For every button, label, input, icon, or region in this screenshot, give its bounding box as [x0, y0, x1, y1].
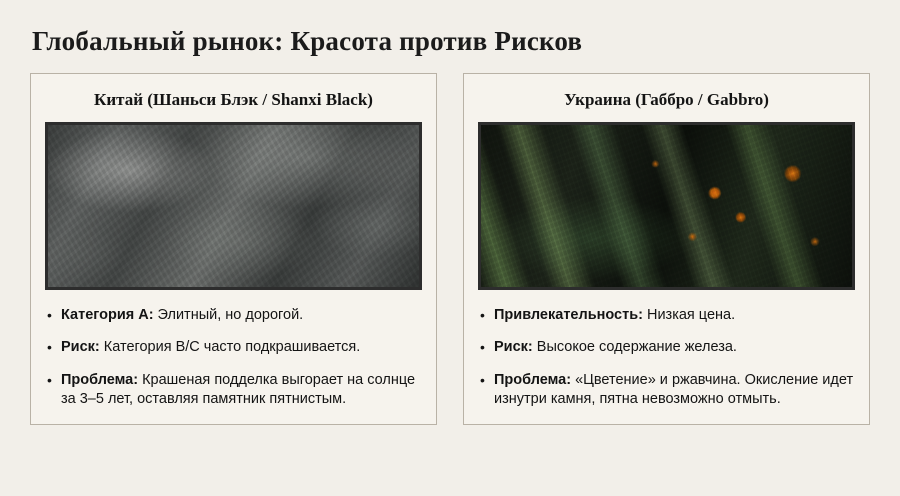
- bullet-text: Низкая цена.: [642, 307, 736, 323]
- list-item: [478, 371, 855, 410]
- panel-ukraine-bullets: [478, 306, 855, 410]
- bullet-label: Привлекательность:: [494, 307, 643, 323]
- panel-columns: [30, 73, 870, 425]
- list-item: [478, 338, 855, 357]
- bullet-text: Крашеная подделка выгорает на солнце за 3–5 лет, оставляя памятник пятнистым.: [61, 371, 416, 408]
- list-item: [478, 306, 855, 325]
- panel-ukraine: [463, 73, 870, 425]
- panel-china: [30, 73, 437, 425]
- panel-ukraine-title: Украина (Габбро / Gabbro): [564, 90, 769, 109]
- list-item: [45, 338, 422, 357]
- shanxi-black-granite-image: [45, 122, 422, 290]
- panel-china-title: Китай (Шаньси Блэк / Shanxi Black): [94, 90, 373, 109]
- bullet-text: Высокое содержание железа.: [532, 339, 737, 356]
- bullet-label: Категория А:: [61, 307, 154, 323]
- panel-china-bullets: [45, 306, 422, 410]
- bullet-text: «Цветение» и ржавчина. Окисление идет изнутри камня, пятна невозможно отмыть.: [494, 371, 854, 408]
- bullet-text: Элитный, но дорогой.: [153, 307, 304, 323]
- gabbro-granite-image: [478, 122, 855, 290]
- list-item: [45, 371, 422, 410]
- bullet-text: Категория B/C часто подкрашивается.: [99, 339, 361, 356]
- page-title: Глобальный рынок: Красота против Рисков: [32, 26, 583, 56]
- bullet-label: Риск:: [61, 339, 100, 356]
- list-item: [45, 306, 422, 325]
- bullet-label: Риск:: [494, 339, 533, 356]
- bullet-label: Проблема:: [494, 371, 572, 388]
- bullet-label: Проблема:: [61, 371, 139, 388]
